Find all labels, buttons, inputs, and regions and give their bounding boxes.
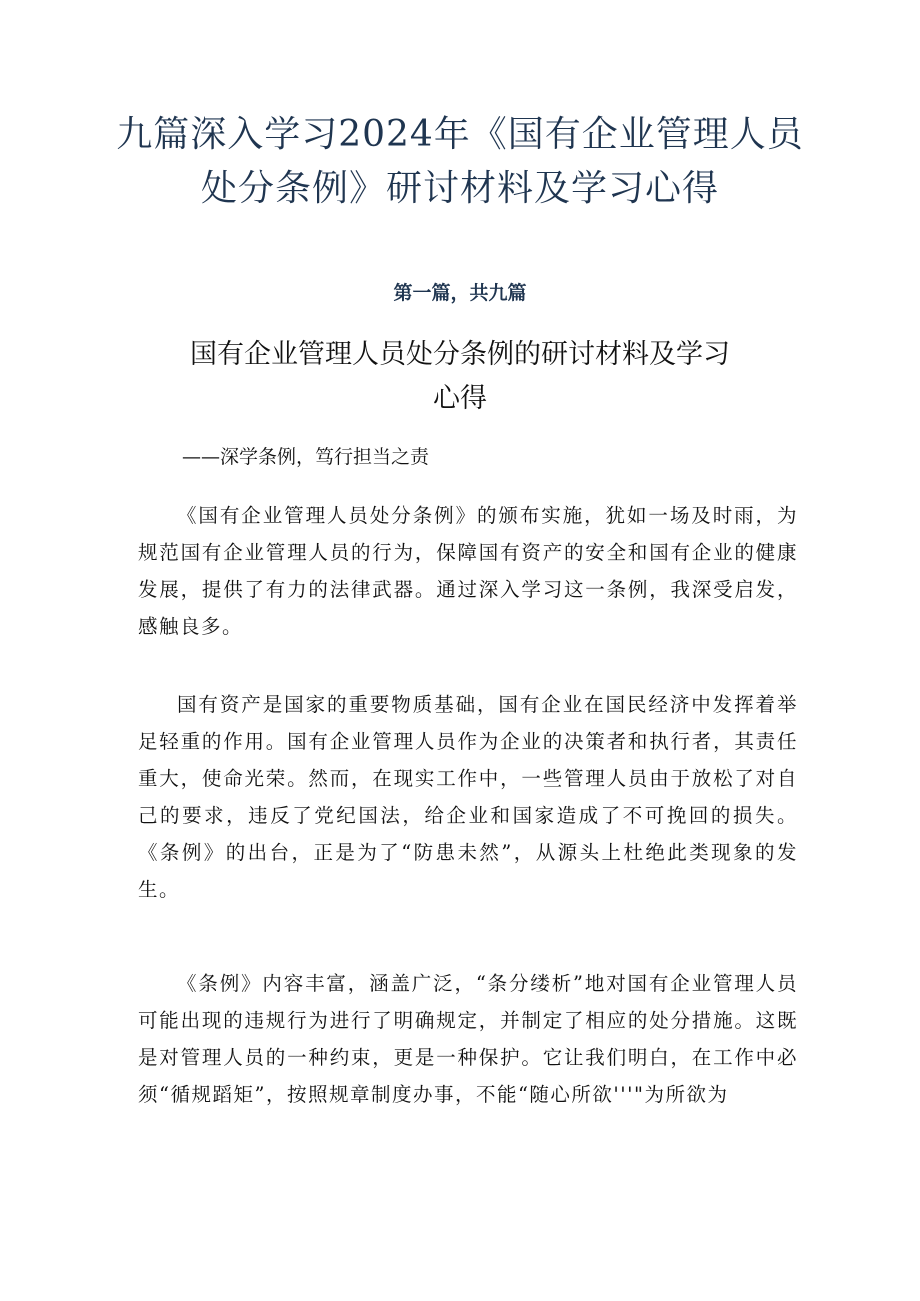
paragraph-1: 《国有企业管理人员处分条例》的颁布实施，犹如一场及时雨，为规范国有企业管理人员的行为，保障国有资产的安全和国有企业的健康发展，提供了有力的法律武器。通过深入学习这一条例，我深受启发，感触良多。: [138, 504, 798, 638]
part-label: 第一篇，共九篇: [393, 282, 527, 304]
paragraph-3: 《条例》内容丰富，涵盖广泛，“条分缕析”地对国有企业管理人员可能出现的违规行为进行了明确规定，并制定了相应的处分措施。这既是对管理人员的一种约束，更是一种保护。它让我们明白，在工作中必须“循规蹈矩”，按照规章制度办事，不能“随心所欲'''"为所欲为: [138, 972, 798, 1106]
document-title: [110, 108, 810, 216]
section-title-line-2: 心得: [433, 383, 487, 414]
section-title-line-1: 国有企业管理人员处分条例的研讨材料及学习: [190, 339, 730, 370]
document-title-line-1: 九篇深入学习2024年《国有企业管理人员: [116, 114, 804, 155]
section-title: [180, 333, 740, 421]
document-title-line-2: 处分条例》研讨材料及学习心得: [200, 168, 719, 209]
subtitle: ——深学条例，笃行担当之责: [182, 446, 430, 468]
paragraph-2: 国有资产是国家的重要物质基础，国有企业在国民经济中发挥着举足轻重的作用。国有企业管理人员作为企业的决策者和执行者，其责任重大，使命光荣。然而，在现实工作中，一些管理人员由于放松了对自己的要求，违反了党纪国法，给企业和国家造成了不可挽回的损失。《条例》的出台，正是为了“防患未然”，从源头上杜绝此类现象的发生。: [138, 693, 798, 901]
